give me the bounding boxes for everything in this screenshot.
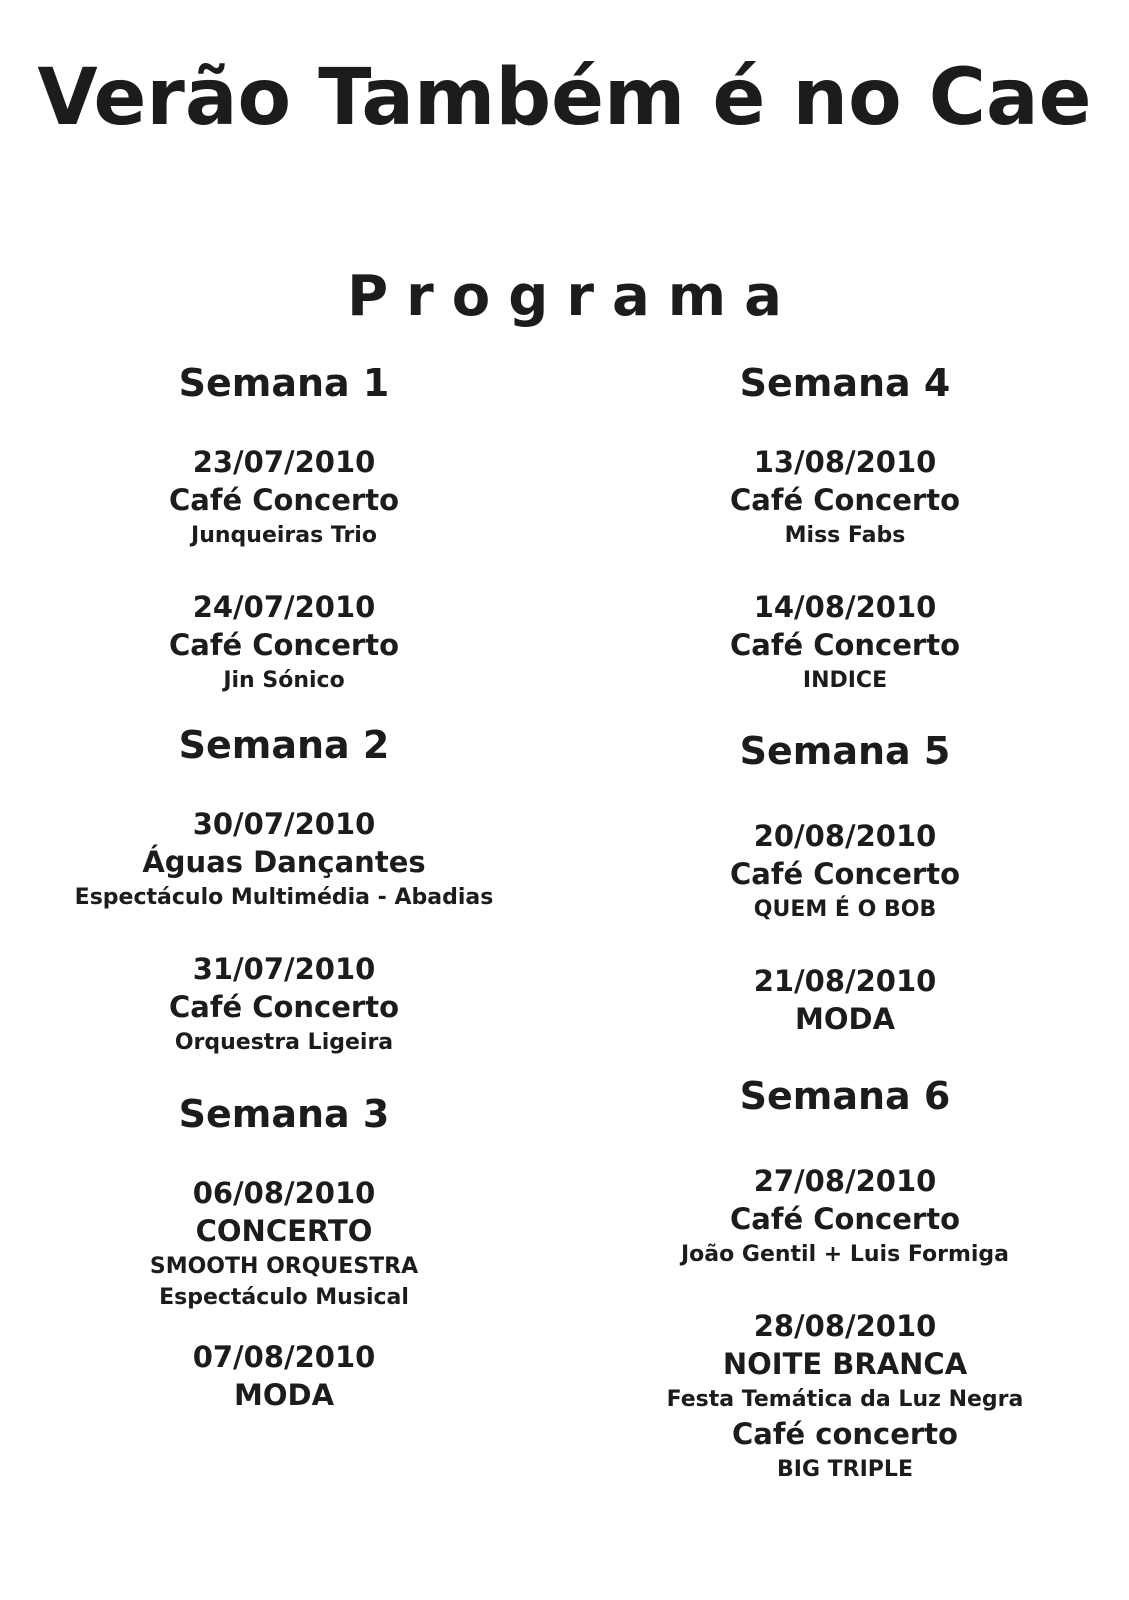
event-name: MODA	[794, 1002, 896, 1036]
event-performer: Jin Sónico	[223, 668, 345, 693]
event-13-08	[575, 444, 1115, 551]
event-20-08	[575, 818, 1115, 925]
event-21-08	[575, 963, 1115, 1039]
event-date: 23/07/2010	[192, 445, 376, 479]
week-2	[14, 722, 554, 1058]
event-name: Café Concerto	[729, 1202, 961, 1236]
event-name: NOITE BRANCA	[722, 1347, 968, 1381]
week-title: Semana 5	[739, 729, 951, 773]
event-name: Café Concerto	[168, 483, 400, 517]
event-date: 06/08/2010	[192, 1176, 376, 1210]
event-07-08	[14, 1339, 554, 1415]
event-name: Café Concerto	[168, 628, 400, 662]
week-1	[14, 360, 554, 696]
event-performer: QUEM É O BOB	[753, 897, 937, 922]
week-5	[575, 728, 1115, 1039]
event-date: 13/08/2010	[753, 445, 937, 479]
event-performer: Junqueiras Trio	[191, 523, 377, 548]
event-name: Café Concerto	[729, 483, 961, 517]
event-30-07	[14, 806, 554, 913]
event-27-08	[575, 1163, 1115, 1270]
event-performer: Orquestra Ligeira	[174, 1030, 394, 1055]
week-6	[575, 1073, 1115, 1485]
event-24-07	[14, 589, 554, 696]
right-column	[575, 360, 1115, 1485]
event-name: Café Concerto	[729, 857, 961, 891]
event-date: 07/08/2010	[192, 1340, 376, 1374]
event-date: 24/07/2010	[192, 590, 376, 624]
event-date: 28/08/2010	[753, 1309, 937, 1343]
week-title: Semana 6	[739, 1074, 951, 1118]
week-3	[14, 1091, 554, 1415]
week-4	[575, 360, 1115, 696]
week-title: Semana 3	[178, 1092, 390, 1136]
event-name: Café Concerto	[729, 628, 961, 662]
event-date: 31/07/2010	[192, 952, 376, 986]
event-performer: Miss Fabs	[784, 523, 906, 548]
event-date: 14/08/2010	[753, 590, 937, 624]
event-name: Café Concerto	[168, 990, 400, 1024]
event-name: Águas Dançantes	[142, 845, 426, 879]
event-description: Espectáculo Musical	[159, 1285, 409, 1310]
week-title: Semana 2	[178, 723, 390, 767]
event-performer: Espectáculo Multimédia - Abadias	[74, 885, 494, 910]
event-name: MODA	[233, 1378, 335, 1412]
event-performer: João Gentil + Luis Formiga	[680, 1242, 1010, 1267]
event-date: 21/08/2010	[753, 964, 937, 998]
event-date: 30/07/2010	[192, 807, 376, 841]
event-date: 20/08/2010	[753, 819, 937, 853]
event-06-08	[14, 1175, 554, 1313]
program-heading: Programa	[347, 264, 800, 329]
week-title: Semana 4	[739, 361, 951, 405]
event-description: Festa Temática da Luz Negra	[666, 1387, 1024, 1412]
event-23-07	[14, 444, 554, 551]
event-date: 27/08/2010	[753, 1164, 937, 1198]
event-28-08	[575, 1308, 1115, 1485]
left-column	[14, 360, 554, 1415]
event-extra-name: Café concerto	[732, 1417, 958, 1451]
event-performer: INDICE	[802, 668, 888, 693]
event-extra-performer: BIG TRIPLE	[777, 1457, 913, 1482]
event-performer: SMOOTH ORQUESTRA	[149, 1254, 419, 1279]
event-31-07	[14, 951, 554, 1058]
week-title: Semana 1	[178, 361, 390, 405]
event-14-08	[575, 589, 1115, 696]
event-name: CONCERTO	[195, 1214, 373, 1248]
page-title: Verão Também é no Cae	[37, 53, 1092, 143]
